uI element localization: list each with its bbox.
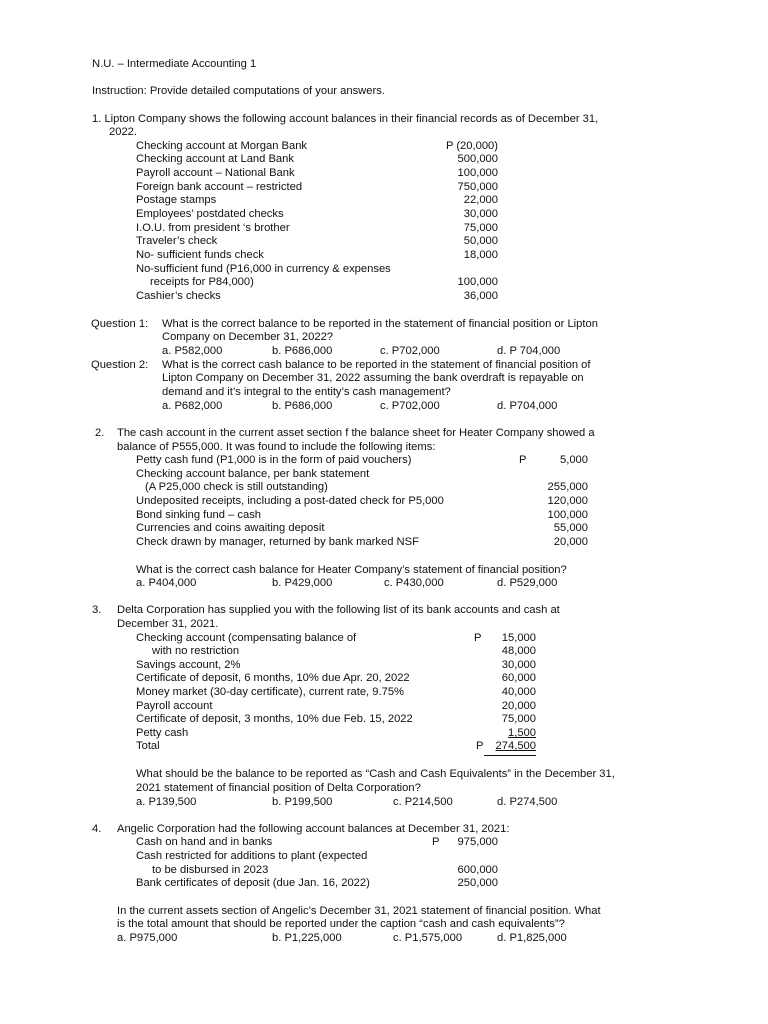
item-label: Checking account balance, per bank statement [136, 468, 370, 480]
choice-a: a. P582,000 [162, 345, 223, 357]
choice-b: b. P686,000 [272, 400, 333, 412]
item-label: Savings account, 2% [136, 659, 241, 671]
item-label: with no restriction [152, 645, 240, 657]
choice-c: c. P1,575,000 [393, 932, 463, 944]
question-text: Lipton Company on December 31, 2022 assuming the bank overdraft is repayable on [162, 372, 584, 384]
problem-2-intro-cont: balance of P555,000. It was found to include the following items: [117, 441, 436, 453]
item-amount: 75,000 [463, 222, 498, 234]
item-amount: 36,000 [463, 290, 498, 302]
item-label: Checking account at Morgan Bank [136, 140, 308, 152]
item-amount: 120,000 [547, 495, 588, 507]
item-label: I.O.U. from president ‘s brother [136, 222, 290, 234]
item-amount: 100,000 [457, 276, 498, 288]
item-amount: 50,000 [463, 235, 498, 247]
item-label: No-sufficient fund (P16,000 in currency & expenses [136, 263, 391, 275]
question-text: demand and it’s integral to the entity’s cash management? [162, 386, 451, 398]
item-amount: 750,000 [457, 181, 498, 193]
document-title: N.U. – Intermediate Accounting 1 [92, 58, 257, 70]
problem-number: 3. [92, 604, 102, 616]
question-text: Company on December 31, 2022? [162, 331, 334, 343]
item-label: Certificate of deposit, 3 months, 10% due Feb. 15, 2022 [136, 713, 413, 725]
item-label: Foreign bank account – restricted [136, 181, 303, 193]
item-amount: 48,000 [501, 645, 536, 657]
item-amount: 18,000 [463, 249, 498, 261]
peso-sign: P [476, 740, 484, 752]
item-amount: 20,000 [501, 700, 536, 712]
question-text: What is the correct cash balance to be reported in the statement of financial position of [162, 359, 591, 371]
item-amount: 30,000 [501, 659, 536, 671]
question-text: 2021 statement of financial position of Delta Corporation? [136, 782, 421, 794]
item-label: No- sufficient funds check [136, 249, 264, 261]
item-label: Payroll account – National Bank [136, 167, 295, 179]
double-underline [484, 755, 536, 756]
question-label: Question 2: [91, 359, 149, 371]
problem-1-intro: 1. Lipton Company shows the following account balances in their financial records as of December 31, [92, 113, 599, 125]
item-label: Currencies and coins awaiting deposit [136, 522, 325, 534]
choice-d: d. P529,000 [497, 577, 558, 589]
item-label: Money market (30-day certificate), current rate, 9.75% [136, 686, 404, 698]
item-label: Postage stamps [136, 194, 217, 206]
total-label: Total [136, 740, 160, 752]
item-label: Employees’ postdated checks [136, 208, 284, 220]
item-amount: P (20,000) [445, 140, 498, 152]
item-amount: 975,000 [457, 836, 498, 848]
question-label: Question 1: [91, 318, 149, 330]
item-amount: 22,000 [463, 194, 498, 206]
choice-c: c. P214,500 [393, 796, 453, 808]
item-label: (A P25,000 check is still outstanding) [145, 481, 328, 493]
problem-4-intro: Angelic Corporation had the following account balances at December 31, 2021: [117, 823, 510, 835]
item-amount: 40,000 [501, 686, 536, 698]
choice-a: a. P139,500 [136, 796, 197, 808]
question-text: What is the correct balance to be reported in the statement of financial position or Lipton [162, 318, 598, 330]
item-amount: 100,000 [547, 509, 588, 521]
item-amount: 20,000 [553, 536, 588, 548]
choice-b: b. P199,500 [272, 796, 333, 808]
item-label: Traveler’s check [136, 235, 218, 247]
total-amount: 274,500 [495, 740, 536, 752]
choice-b: b. P429,000 [272, 577, 333, 589]
item-amount: 15,000 [501, 632, 536, 644]
choice-a: a. P404,000 [136, 577, 197, 589]
item-label: Petty cash [136, 727, 189, 739]
item-label: Payroll account [136, 700, 213, 712]
question-text: is the total amount that should be reported under the caption “cash and cash equivalents”? [117, 918, 565, 930]
question-text: In the current assets section of Angelic’s December 31, 2021 statement of financial position. What [117, 905, 601, 917]
problem-2-intro: The cash account in the current asset section f the balance sheet for Heater Company showed a [117, 427, 595, 439]
item-amount: 5,000 [560, 454, 588, 466]
problem-3-intro-cont: December 31, 2021. [117, 618, 219, 630]
question-text: What should be the balance to be reported as “Cash and Cash Equivalents” in the December 31, [136, 768, 615, 780]
item-amount: 500,000 [457, 153, 498, 165]
item-label: Bond sinking fund – cash [136, 509, 262, 521]
choice-a: a. P975,000 [117, 932, 178, 944]
choice-c: c. P430,000 [384, 577, 444, 589]
choice-c: c. P702,000 [380, 400, 440, 412]
choice-c: c. P702,000 [380, 345, 440, 357]
problem-1-intro-cont: 2022. [109, 126, 137, 138]
item-amount: 100,000 [457, 167, 498, 179]
item-amount: 60,000 [501, 672, 536, 684]
choice-b: b. P686,000 [272, 345, 333, 357]
peso-sign: P [519, 454, 527, 466]
item-label: Certificate of deposit, 6 months, 10% due Apr. 20, 2022 [136, 672, 410, 684]
item-label: Check drawn by manager, returned by bank marked NSF [136, 536, 419, 548]
item-label: Petty cash fund (P1,000 is in the form of paid vouchers) [136, 454, 412, 466]
peso-sign: P [474, 632, 482, 644]
item-amount: 250,000 [457, 877, 498, 889]
item-label: Cash restricted for additions to plant (expected [136, 850, 368, 862]
item-label: Checking account (compensating balance of [136, 632, 357, 644]
item-label: Cash on hand and in banks [136, 836, 273, 848]
item-amount: 75,000 [501, 713, 536, 725]
item-label: Undeposited receipts, including a post-dated check for P5,000 [136, 495, 444, 507]
peso-sign: P [432, 836, 440, 848]
item-label: to be disbursed in 2023 [152, 864, 269, 876]
problem-3-intro: Delta Corporation has supplied you with the following list of its bank accounts and cash at [117, 604, 560, 616]
problem-number: 4. [92, 823, 102, 835]
instruction-line: Instruction: Provide detailed computations of your answers. [92, 85, 385, 97]
choice-d: d. P 704,000 [497, 345, 561, 357]
item-amount: 255,000 [547, 481, 588, 493]
item-amount: 55,000 [553, 522, 588, 534]
choice-d: d. P274,500 [497, 796, 558, 808]
item-amount: 1,500 [508, 727, 536, 739]
question-text: What is the correct cash balance for Heater Company’s statement of financial position? [136, 564, 567, 576]
choice-a: a. P682,000 [162, 400, 223, 412]
item-amount: 30,000 [463, 208, 498, 220]
problem-number: 2. [95, 427, 105, 439]
choice-d: d. P1,825,000 [497, 932, 567, 944]
item-label: Bank certificates of deposit (due Jan. 16, 2022) [136, 877, 370, 889]
item-label: receipts for P84,000) [150, 276, 254, 288]
choice-b: b. P1,225,000 [272, 932, 342, 944]
item-label: Cashier’s checks [136, 290, 221, 302]
item-label: Checking account at Land Bank [136, 153, 294, 165]
item-amount: 600,000 [457, 864, 498, 876]
choice-d: d. P704,000 [497, 400, 558, 412]
